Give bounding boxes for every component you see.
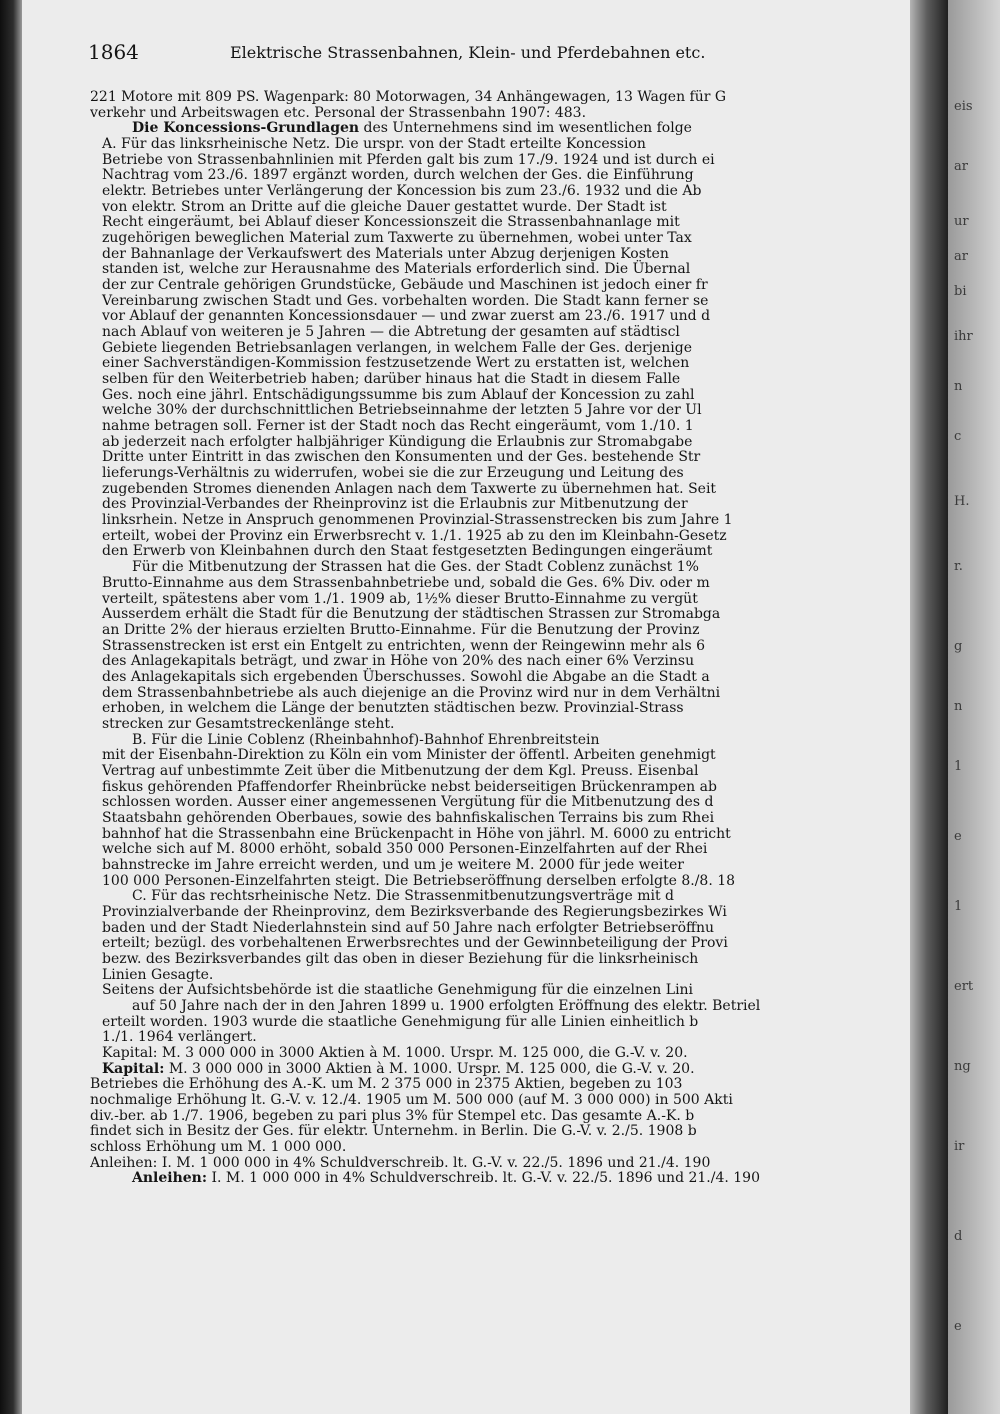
- section-heading: Anleihen:: [132, 1170, 208, 1187]
- adjacent-page-fragment: e: [954, 1319, 962, 1334]
- text-line: Kapital: M. 3 000 000 in 3000 Aktien à M. 1000. Urspr. M. 125 000, die G.-V. v. 20.: [102, 1044, 688, 1061]
- text-line: verkehr und Arbeitswagen etc. Personal der Strassenbahn 1907: 483.: [90, 104, 587, 121]
- text-line: bahnstrecke im Jahre erreicht werden, und um je weitere M. 2000 für jede weiter: [102, 856, 684, 873]
- text-line: nach Ablauf von weiteren je 5 Jahren — die Abtretung der gesamten auf städtiscl: [102, 324, 680, 341]
- text-line: Betriebes die Erhöhung des A.-K. um M. 2 375 000 in 2375 Aktien, begeben zu 103: [90, 1076, 683, 1093]
- text-line: Anleihen: I. M. 1 000 000 in 4% Schuldverschreib. lt. G.-V. v. 22./5. 1896 und 21./4. 190: [132, 1170, 760, 1187]
- text-line: Nachtrag vom 23./6. 1897 ergänzt worden, durch welchen der Ges. die Einführung: [102, 167, 694, 184]
- text-line: erhoben, in welchem die Länge der benutzten städtischen bezw. Provinzial-Strass: [102, 700, 684, 717]
- text-line: vor Ablauf der genannten Koncessionsdauer — und zwar zuerst am 23./6. 1917 und d: [102, 308, 711, 325]
- adjacent-page-fragment: bi: [954, 284, 967, 299]
- adjacent-page-fragment: g: [954, 639, 963, 654]
- adjacent-page-fragment: ihr: [954, 329, 973, 344]
- text-line: Seitens der Aufsichtsbehörde ist die staatliche Genehmigung für die einzelnen Lini: [102, 982, 694, 999]
- page-header: [88, 40, 910, 64]
- text-line: 100 000 Personen-Einzelfahrten steigt. Die Betriebseröffnung derselben erfolgte 8./8. 18: [102, 872, 736, 889]
- text-line: elektr. Betriebes unter Verlängerung der Koncession bis zum 23./6. 1932 und die Ab: [102, 183, 702, 200]
- text-line: Strassenstrecken ist erst ein Entgelt zu entrichten, wenn der Reingewinn mehr als 6: [102, 637, 706, 654]
- text-line: Ges. noch eine jährl. Entschädigungssumme bis zum Ablauf der Koncession zu zahl: [102, 386, 695, 403]
- text-line: Die Koncessions-Grundlagen des Unternehmens sind im wesentlichen folge: [132, 120, 692, 137]
- page-number: 1864: [88, 40, 139, 64]
- adjacent-page-fragment: n: [954, 379, 963, 394]
- text-line: erteilt worden. 1903 wurde die staatliche Genehmigung für alle Linien einheitlich b: [102, 1013, 699, 1030]
- page-gutter-shadow: [910, 0, 948, 1414]
- text-line: baden und der Stadt Niederlahnstein sind auf 50 Jahre nach erfolgter Betriebseröffnu: [102, 919, 715, 936]
- text-line: zugebenden Stromes dienenden Anlagen nach dem Taxwerte zu übernehmen hat. Seit: [102, 480, 717, 497]
- adjacent-page-edge: [948, 0, 1000, 1414]
- page-body-text: [90, 90, 890, 1400]
- adjacent-page-fragment: ur: [954, 214, 969, 229]
- text-line: mit der Eisenbahn-Direktion zu Köln ein vom Minister der öffentl. Arbeiten genehmigt: [102, 747, 716, 764]
- text-line: erteilt, wobei der Provinz ein Erwerbsrecht v. 1./1. 1925 ab zu den im Kleinbahn-Gesetz: [102, 527, 727, 544]
- text-line: Kapital: M. 3 000 000 in 3000 Aktien à M. 1000. Urspr. M. 125 000, die G.-V. v. 20.: [102, 1060, 695, 1077]
- section-heading: Kapital:: [102, 1060, 165, 1077]
- text-line: C. Für das rechtsrheinische Netz. Die Strassenmitbenutzungsverträge mit d: [132, 888, 675, 905]
- adjacent-page-fragment: n: [954, 699, 963, 714]
- text-line: ab jederzeit nach erfolgter halbjähriger Kündigung die Erlaubnis zur Stromabgabe: [102, 433, 693, 450]
- text-line: Für die Mitbenutzung der Strassen hat die Ges. der Stadt Coblenz zunächst 1%: [132, 559, 699, 576]
- text-line: von elektr. Strom an Dritte auf die gleiche Dauer gestattet wurde. Der Stadt ist: [102, 198, 667, 215]
- text-line: Linien Gesagte.: [102, 966, 214, 983]
- adjacent-page-fragment: ng: [954, 1059, 971, 1074]
- text-line: des Anlagekapitals sich ergebenden Überschusses. Sowohl die Abgabe an die Stadt a: [102, 668, 710, 685]
- text-line: erteilt; bezügl. des vorbehaltenen Erwerbsrechtes und der Gewinnbeteiligung der Provi: [102, 935, 728, 952]
- adjacent-page-fragment: H.: [954, 494, 970, 509]
- text-line: der Bahnanlage der Verkaufswert des Materials unter Abzug derjenigen Kosten: [102, 245, 669, 262]
- text-line: nahme betragen soll. Ferner ist der Stadt noch das Recht eingeräumt, vom 1./10. 1: [102, 418, 694, 435]
- text-line: dem Strassenbahnbetriebe als auch diejenige an die Provinz wird nur in dem Verhältni: [102, 684, 721, 701]
- text-line: Anleihen: I. M. 1 000 000 in 4% Schuldverschreib. lt. G.-V. v. 22./5. 1896 und 21./4. 190: [90, 1154, 711, 1171]
- text-line: 1./1. 1964 verlängert.: [102, 1029, 257, 1046]
- text-line: Vertrag auf unbestimmte Zeit über die Mitbenutzung der dem Kgl. Preuss. Eisenbal: [102, 762, 699, 779]
- text-line: B. Für die Linie Coblenz (Rheinbahnhof)-Bahnhof Ehrenbreitstein: [132, 731, 600, 748]
- adjacent-page-fragment: 1: [954, 899, 963, 914]
- text-line: Recht eingeräumt, bei Ablauf dieser Koncessionszeit die Strassenbahnanlage mit: [102, 214, 680, 231]
- text-line: Dritte unter Eintritt in das zwischen den Konsumenten und der Ges. bestehende Str: [102, 449, 701, 466]
- text-line: schloss Erhöhung um M. 1 000 000.: [90, 1139, 347, 1156]
- text-line: standen ist, welche zur Herausnahme des Materials erforderlich sind. Die Übernal: [102, 261, 691, 278]
- text-line: an Dritte 2% der hieraus erzielten Brutto-Einnahme. Für die Benutzung der Provinz: [102, 621, 700, 638]
- text-line: den Erwerb von Kleinbahnen durch den Staat festgesetzten Bedingungen eingeräumt: [102, 543, 713, 560]
- text-line: welche 30% der durchschnittlichen Betriebseinnahme der letzten 5 Jahre vor der Ul: [102, 402, 702, 419]
- text-line: strecken zur Gesamtstreckenlänge steht.: [102, 715, 395, 732]
- adjacent-page-fragment: eis: [954, 99, 973, 114]
- text-line: Brutto-Einnahme aus dem Strassenbahnbetriebe und, sobald die Ges. 6% Div. oder m: [102, 574, 710, 591]
- text-line: welche sich auf M. 8000 erhöht, sobald 350 000 Personen-Einzelfahrten auf der Rhei: [102, 841, 708, 858]
- text-line: linksrhein. Netze in Anspruch genommenen Provinzial-Strassenstrecken bis zum Jahre 1: [102, 512, 733, 529]
- text-line: zugehörigen beweglichen Material zum Taxwerte zu übernehmen, wobei unter Tax: [102, 230, 692, 247]
- text-line: Staatsbahn gehörenden Oberbaues, sowie des bahnfiskalischen Terrains bis zum Rhei: [102, 809, 715, 826]
- text-line: Provinzialverbande der Rheinprovinz, dem Bezirksverbande des Regierungsbezirkes Wi: [102, 903, 727, 920]
- text-line: bezw. des Bezirksverbandes gilt das oben in dieser Beziehung für die linksrheinisch: [102, 950, 699, 967]
- text-line: Ausserdem erhält die Stadt für die Benutzung der städtischen Strassen zur Stromabga: [102, 606, 721, 623]
- text-line: des Provinzial-Verbandes der Rheinprovinz ist die Erlaubnis zur Mitbenutzung der: [102, 496, 688, 513]
- adjacent-page-fragment: d: [954, 1229, 963, 1244]
- text-line: findet sich in Besitz der Ges. für elektr. Unternehm. in Berlin. Die G.-V. v. 2./5. 1908 b: [90, 1123, 697, 1140]
- adjacent-page-fragment: ir: [954, 1139, 965, 1154]
- text-line: fiskus gehörenden Pfaffendorfer Rheinbrücke nebst beiderseitigen Brückenrampen ab: [102, 778, 717, 795]
- text-line: verteilt, spätestens aber vom 1./1. 1909 ab, 1½% dieser Brutto-Einnahme zu vergüt: [102, 590, 698, 607]
- text-line: der zur Centrale gehörigen Grundstücke, Gebäude und Maschinen ist jedoch einer fr: [102, 277, 708, 294]
- section-heading: Die Koncessions-Grundlagen: [132, 120, 360, 137]
- running-title: Elektrische Strassenbahnen, Klein- und Pferdebahnen etc.: [230, 43, 706, 62]
- text-line: Betriebe von Strassenbahnlinien mit Pferden galt bis zum 17./9. 1924 und ist durch ei: [102, 151, 715, 168]
- text-line: lieferungs-Verhältnis zu widerrufen, wobei sie die zur Erzeugung und Leitung des: [102, 465, 684, 482]
- text-line: einer Sachverständigen-Kommission festzusetzende Wert zu erstatten ist, welchen: [102, 355, 690, 372]
- book-page: [22, 0, 910, 1414]
- adjacent-page-fragment: c: [954, 429, 962, 444]
- text-line: bahnhof hat die Strassenbahn eine Brückenpacht in Höhe von jährl. M. 6000 zu entricht: [102, 825, 731, 842]
- text-line: div.-ber. ab 1./7. 1906, begeben zu pari plus 3% für Stempel etc. Das gesamte A.-K. b: [90, 1107, 695, 1124]
- binding-shadow: [0, 0, 22, 1414]
- adjacent-page-fragment: ar: [954, 159, 968, 174]
- text-line: schlossen worden. Ausser einer angemessenen Vergütung für die Mitbenutzung des d: [102, 794, 714, 811]
- text-line: Vereinbarung zwischen Stadt und Ges. vorbehalten worden. Die Stadt kann ferner se: [102, 292, 709, 309]
- text-line: selben für den Weiterbetrieb haben; darüber hinaus hat die Stadt in diesem Falle: [102, 371, 681, 388]
- text-line: des Anlagekapitals beträgt, und zwar in Höhe von 20% des nach einer 6% Verzinsu: [102, 653, 695, 670]
- adjacent-page-fragment: 1: [954, 759, 963, 774]
- text-line: auf 50 Jahre nach der in den Jahren 1899 u. 1900 erfolgten Eröffnung des elektr. Betriel: [132, 997, 761, 1014]
- text-line: 221 Motore mit 809 PS. Wagenpark: 80 Motorwagen, 34 Anhängewagen, 13 Wagen für G: [90, 90, 727, 105]
- adjacent-page-fragment: r.: [954, 559, 963, 574]
- text-line: A. Für das linksrheinische Netz. Die urspr. von der Stadt erteilte Koncession: [102, 136, 646, 153]
- text-line: [90, 1187, 890, 1203]
- adjacent-page-fragment: ert: [954, 979, 974, 994]
- text-line: nochmalige Erhöhung lt. G.-V. v. 12./4. 1905 um M. 500 000 (auf M. 3 000 000) in 500 Akti: [90, 1092, 733, 1108]
- text-line: Gebiete liegenden Betriebsanlagen verlangen, in welchem Falle der Ges. derjenige: [102, 339, 692, 356]
- adjacent-page-fragment: ar: [954, 249, 968, 264]
- adjacent-page-fragment: e: [954, 829, 962, 844]
